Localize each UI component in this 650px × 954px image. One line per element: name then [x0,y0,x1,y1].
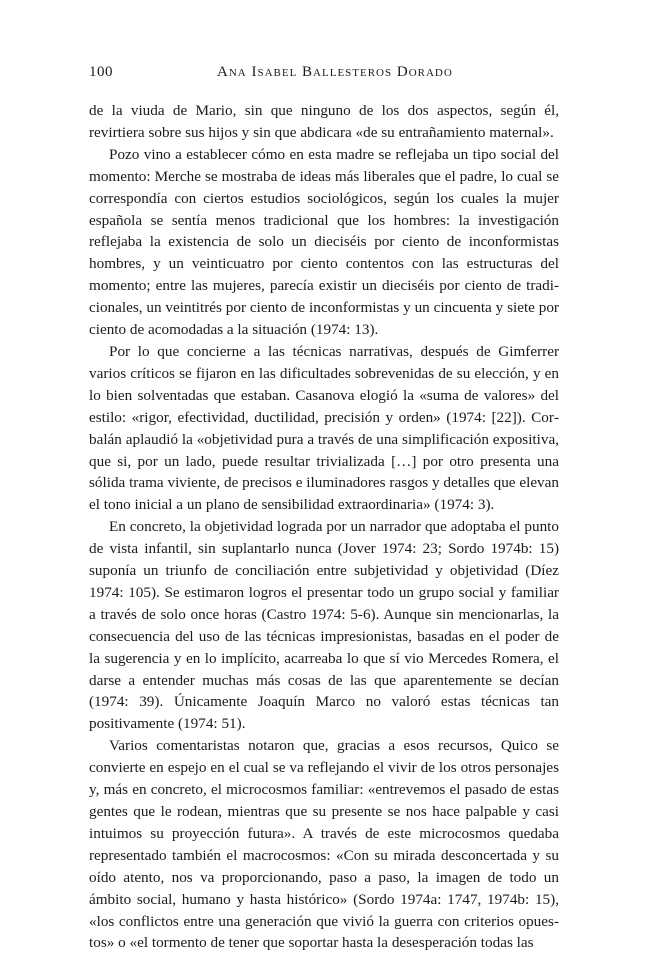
paragraph: Pozo vino a establecer cómo en esta madre se reflejaba un tipo social del momento: Merche se mostraba de ideas más liberales que el padre, lo cual se correspondía con ciertos estudios sociológicos, según los cuales la mujer española se sentía menos tradicional que los hombres: la investigación reflejaba la existencia de solo un dieciséis por ciento de inconformistas hombres, y un veinticuatro por ciento contentos con las estructuras del momento; entre las mujeres, parecía existir un dieciséis por ciento de tradicionales, un veintitrés por ciento de inconformistas y un cincuenta y siete por ciento de acomodadas a la situación (1974: 13). [89,145,559,339]
paragraph-continuation: de la viuda de Mario, sin que ninguno de los dos aspectos, según él, revirtiera sobre sus hijos y sin que abdicara «de su entrañamiento maternal». [89,102,559,141]
paragraph: En concreto, la objetividad lograda por un narrador que adoptaba el punto de vista infantil, sin suplantarlo nunca (Jover 1974: 23; Sordo 1974b: 15) suponía un triunfo de conciliación entre subjetividad y objetividad (Díez 1974: 105). Se estimaron logros el presentar todo un grupo social y familiar a través de solo once horas (Castro 1974: 5-6). Aunque sin mencionarlas, la consecuencia del uso de las técnicas impresionistas, basadas en el poder de la sugerencia y en lo implícito, acarreaba lo que sí vio Mercedes Romera, el darse a entender muchas más cosas de las que aparentemente se decían (1974: 39). Únicamente Joaquín Marco no valoró estas técnicas tan positivamente (1974: 51). [89,518,559,733]
page-number: 100 [89,64,113,80]
running-head: Ana Isabel Ballesteros Dorado [217,64,453,80]
paragraph: Varios comentaristas notaron que, gracias a esos recursos, Quico se convierte en espejo en el cual se va reflejando el vivir de los otros personajes y, más en concreto, el microcosmos familiar: «entrevemos el pasado de estas gentes que le rodean, mientras que su presente se nos hace palpable y casi intuimos su proyección futura». A través de este microcosmos quedaba representado también el macrocosmos: «Con su mirada desconcertada y su oído atento, nos va proporcionando, paso a paso, la imagen de todo un ámbito social, humano y hasta histórico» (Sordo 1974a: 1747, 1974b: 15), «los conflictos entre una generación que vivió la guerra con criterios opuestos» o «el tormento de tener que soportar hasta la desesperación todas las [89,737,559,952]
page-header [89,64,559,84]
paragraph: Por lo que concierne a las técnicas narrativas, después de Gimferrer varios críticos se fijaron en las dificultades sobrevenidas de su elección, y en lo bien solventadas que estaban. Casanova elogió la «suma de valores» del estilo: «rigor, efectividad, ductilidad, precisión y orden» (1974: [22]). Corbalán aplaudió la «objetividad pura a través de una simplificación expositiva, que si, por un lado, puede resultar trivializada […] por otro presenta una sólida trama viviente, de precisos e iluminadores rasgos y detalles que elevan el tono inicial a un plano de sensibilidad extraordinaria» (1974: 3). [89,342,559,514]
body-text [89,100,559,954]
